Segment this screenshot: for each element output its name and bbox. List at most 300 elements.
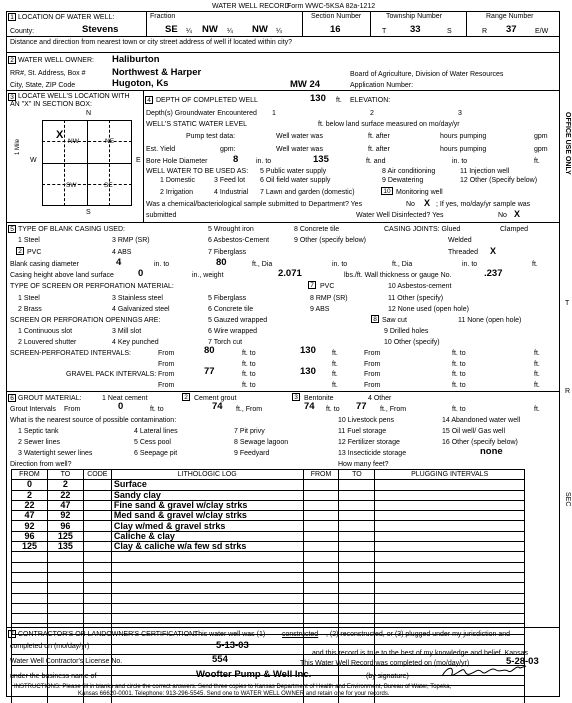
contractor-signature <box>440 662 530 680</box>
plug-from <box>303 614 339 624</box>
casing-height-label: Casing height above land surface <box>10 272 114 279</box>
application-value: MW 24 <box>290 79 321 90</box>
screen-11: 11 Other (specify) <box>388 295 444 302</box>
casing-in-to-3: in. to <box>462 261 478 268</box>
form-title: WATER WELL RECORD <box>212 3 290 10</box>
log-lithology: Med sand & gravel w/clay strks <box>111 511 303 521</box>
cert-text-1: This water well was (1) <box>194 631 266 638</box>
log-lithology: Sandy clay <box>111 490 303 500</box>
log-from <box>12 696 48 703</box>
plug-interval <box>375 552 525 562</box>
log-from <box>12 552 48 562</box>
grout-to-value: 74 <box>212 401 223 412</box>
joints-clamped: Clamped <box>500 226 529 233</box>
contam-9: 9 Feedyard <box>234 450 270 457</box>
log-from: 125 <box>12 542 48 552</box>
groundwater-label: Depth(s) Groundwater Encountered <box>146 110 257 117</box>
section-6-number: 6 <box>8 394 16 402</box>
table-row <box>12 490 525 500</box>
plug-interval <box>375 521 525 531</box>
casing-gauge-value: .237 <box>484 268 503 279</box>
log-code <box>83 603 111 613</box>
log-from: 47 <box>12 511 48 521</box>
screen-6: 6 Concrete tile <box>208 306 254 313</box>
owner-label: WATER WELL OWNER: <box>18 57 94 64</box>
plug-from <box>303 593 339 603</box>
log-from: 0 <box>12 480 48 490</box>
yield-well-water: Well water was <box>276 146 323 153</box>
gp-ft-to: ft. to <box>242 371 256 378</box>
fraction-3: NW <box>252 24 268 35</box>
compass-s: S <box>86 209 91 216</box>
casing-9: 9 Other (specify below) <box>294 237 366 244</box>
table-row <box>12 562 525 572</box>
si-from-2: From <box>364 350 381 357</box>
casing-2-box: 2 <box>16 247 24 255</box>
log-to <box>47 603 83 613</box>
grout-ft-from-2: ft., From <box>380 406 407 413</box>
si-ft-3: ft. <box>332 361 338 368</box>
log-to: 92 <box>47 511 83 521</box>
elevation-label: ELEVATION: <box>350 97 391 104</box>
bore-in-to-2: in. to <box>452 158 468 165</box>
range-ew: E/W <box>535 28 549 35</box>
quarter-mark: ¼ <box>276 28 282 35</box>
quarter-mark: ¼ <box>186 28 192 35</box>
plug-interval <box>375 490 525 500</box>
si-to-value: 130 <box>300 345 316 356</box>
pump-test-label: Pump test data: <box>186 133 236 140</box>
distance-label: Distance and direction from nearest town or city street address of well if located within city? <box>10 39 293 46</box>
plug-to <box>339 542 375 552</box>
bore-ft: ft. <box>534 158 540 165</box>
grout-ft-to-2: ft. to <box>326 406 340 413</box>
si-ft-to-2: ft. to <box>452 350 466 357</box>
plug-interval <box>375 593 525 603</box>
opening-8-label: Saw cut <box>382 317 407 324</box>
gw-2: 2 <box>370 110 374 117</box>
mile-label: 1 Mile <box>15 138 21 155</box>
bact-if-yes: ; If yes, mo/day/yr sample was <box>436 201 531 208</box>
log-to: 135 <box>47 542 83 552</box>
township-t: T <box>382 28 387 35</box>
opening-10: 10 Other (specify) <box>384 339 440 346</box>
log-from: 96 <box>12 531 48 541</box>
log-to: 96 <box>47 521 83 531</box>
log-from <box>12 614 48 624</box>
bact-no: No <box>406 201 415 208</box>
log-lithology <box>111 572 303 582</box>
opening-9: 9 Drilled holes <box>384 328 429 335</box>
si-from-4: From <box>364 361 381 368</box>
gp-from-3: From <box>158 382 175 389</box>
contam-16: 16 Other (specify below) <box>442 439 518 446</box>
log-to: 47 <box>47 500 83 510</box>
casing-in-to: in. to <box>154 261 170 268</box>
log-header-lithologic: LITHOLOGIC LOG <box>111 470 303 480</box>
fraction-2: NW <box>202 24 218 35</box>
grout-ft: ft. <box>534 406 540 413</box>
log-lithology: Clay w/med & gravel strks <box>111 521 303 531</box>
static-level-suffix: ft. below land surface measured on mo/day/yr <box>318 121 460 128</box>
si-ft: ft. <box>332 350 338 357</box>
form-number: Form WWC-5 <box>287 3 330 10</box>
log-header-from: FROM <box>12 470 48 480</box>
plug-to <box>339 593 375 603</box>
gw-3: 3 <box>458 110 462 117</box>
log-lithology <box>111 552 303 562</box>
cert-text-3: and this record is true to the best of my knowledge and belief. Kansas <box>312 650 528 657</box>
contam-12: 12 Fertilizer storage <box>338 439 400 446</box>
casing-3: 3 RMP (SR) <box>112 237 150 244</box>
bore-to-value: 135 <box>313 154 329 165</box>
plug-interval <box>375 511 525 521</box>
use-11: 11 Injection well <box>460 168 510 175</box>
plug-from <box>303 696 339 703</box>
plug-to <box>339 511 375 521</box>
signature-label: (by signature) <box>366 673 409 680</box>
log-to <box>47 696 83 703</box>
screen-4: 4 Galvanized steel <box>112 306 170 313</box>
log-code <box>83 531 111 541</box>
casing-ft-dia-2: ft., Dia <box>392 261 413 268</box>
compass-e: E <box>136 157 141 164</box>
plug-to <box>339 696 375 703</box>
compass-w: W <box>30 157 37 164</box>
disinfected-no-mark: X <box>514 209 521 219</box>
si-from-value: 80 <box>204 345 215 356</box>
use-1: 1 Domestic <box>160 177 196 184</box>
grout-label: GROUT MATERIAL: <box>18 395 82 402</box>
contam-11: 11 Fuel storage <box>338 428 387 435</box>
gw-1: 1 <box>272 110 276 117</box>
record-date-value: 5-28-03 <box>506 656 539 667</box>
plug-from <box>303 603 339 613</box>
casing-to-value: 80 <box>216 257 227 268</box>
casing-ft-dia: ft., Dia <box>252 261 273 268</box>
bore-value: 8 <box>233 154 239 165</box>
county-label: County: <box>10 28 35 35</box>
plug-to <box>339 583 375 593</box>
log-to: 22 <box>47 490 83 500</box>
plug-interval <box>375 614 525 624</box>
gp-from-value: 77 <box>204 366 215 377</box>
plug-from <box>303 542 339 552</box>
log-from: 92 <box>12 521 48 531</box>
log-code <box>83 572 111 582</box>
opening-2: 2 Louvered shutter <box>18 339 77 346</box>
gp-ft-3: ft. <box>332 382 338 389</box>
screen-2: 2 Brass <box>18 306 42 313</box>
screen-3: 3 Stainless steel <box>112 295 163 302</box>
log-code <box>83 521 111 531</box>
bact-no-mark: X <box>424 198 431 208</box>
contam-5: 5 Cess pool <box>134 439 171 446</box>
bore-ft-and: ft. and <box>366 158 386 165</box>
use-9: 9 Dewatering <box>382 177 424 184</box>
screen-9: 9 ABS <box>310 306 330 313</box>
log-lithology <box>111 583 303 593</box>
quarter-mark: ¼ <box>227 28 233 35</box>
depth-value: 130 <box>310 93 326 104</box>
plug-from <box>303 500 339 510</box>
grout-from-value: 0 <box>118 401 124 412</box>
plug-interval <box>375 696 525 703</box>
screen-10: 10 Asbestos-cement <box>388 283 452 290</box>
disinfected-no: No <box>498 212 507 219</box>
log-to: 2 <box>47 480 83 490</box>
table-row <box>12 572 525 582</box>
plug-interval <box>375 480 525 490</box>
plug-interval <box>375 500 525 510</box>
section-number-label: Section Number <box>311 13 362 20</box>
license-label: Water Well Contractor's License No. <box>10 658 123 665</box>
log-to <box>47 583 83 593</box>
locate-label-1: LOCATE WELL'S LOCATION WITH <box>18 93 130 100</box>
pump-hours: hours pumping <box>440 133 487 140</box>
grout-ft-to-3: ft. to <box>452 406 466 413</box>
casing-4: 4 ABS <box>112 249 132 256</box>
section-1-number: 1 <box>8 13 16 21</box>
log-lithology <box>111 655 303 665</box>
cert-text-4: This Water Well Record was completed on (mo/day/yr) <box>300 660 470 667</box>
grout-2-label: Cement grout <box>194 395 237 402</box>
yield-after: ft. after <box>368 146 390 153</box>
screen-5: 5 Fiberglass <box>208 295 247 302</box>
table-row <box>12 511 525 521</box>
county-value: Stevens <box>82 24 119 35</box>
table-row <box>12 552 525 562</box>
log-header-plugging: PLUGGING INTERVALS <box>375 470 525 480</box>
completed-label: completed on (mo/day/yr) <box>10 643 90 650</box>
log-lithology: Clay & caliche w/a few sd strks <box>111 542 303 552</box>
si-ft-2: ft. <box>534 350 540 357</box>
use-12: 12 Other (Specify below) <box>460 177 538 184</box>
log-code <box>83 511 111 521</box>
table-row <box>12 480 525 490</box>
board-label: Board of Agriculture, Division of Water Resources <box>350 71 504 78</box>
log-to <box>47 572 83 582</box>
contam-1: 1 Septic tank <box>18 428 59 435</box>
table-row <box>12 500 525 510</box>
use-5: 5 Public water supply <box>260 168 327 175</box>
grout-ft-from: ft., From <box>236 406 263 413</box>
plug-from <box>303 552 339 562</box>
contam-3: 3 Watertight sewer lines <box>18 450 93 457</box>
office-r: R <box>565 388 571 395</box>
casing-8: 8 Concrete tile <box>294 226 340 233</box>
grout-2-box: 2 <box>182 393 190 401</box>
plug-to <box>339 614 375 624</box>
opening-7: 7 Torch cut <box>208 339 243 346</box>
si-ft-to-3: ft. to <box>242 361 256 368</box>
fraction-1: SE <box>165 24 178 35</box>
table-row <box>12 696 525 703</box>
township-value: 33 <box>410 24 421 35</box>
contam-15: 15 Oil well/ Gas well <box>442 428 506 435</box>
grout-intervals-label: Grout Intervals <box>10 406 56 413</box>
quadrant-se: SE <box>104 182 113 189</box>
screen-7-label: PVC <box>320 283 335 290</box>
plug-from <box>303 583 339 593</box>
contam-10: 10 Livestock pens <box>338 417 395 424</box>
gp-ft-to-4: ft. to <box>452 382 466 389</box>
yield-gpm-2: gpm <box>534 146 548 153</box>
license-value: 554 <box>212 654 228 665</box>
log-to <box>47 593 83 603</box>
contam-2: 2 Sewer lines <box>18 439 61 446</box>
si-from-3: From <box>158 361 175 368</box>
contam-14: 14 Abandoned water well <box>442 417 521 424</box>
use-8: 8 Air conditioning <box>382 168 436 175</box>
si-ft-to: ft. to <box>242 350 256 357</box>
log-lithology: Caliche & clay <box>111 531 303 541</box>
yield-hours: hours pumping <box>440 146 487 153</box>
contam-4: 4 Lateral lines <box>134 428 178 435</box>
gp-ft-to-3: ft. to <box>242 382 256 389</box>
application-label: Application Number: <box>350 82 414 89</box>
casing-weight-label: in., weight <box>192 272 224 279</box>
range-r: R <box>482 28 488 35</box>
screen-12: 12 None used (open hole) <box>388 306 469 313</box>
casing-7: 7 Fiberglass <box>208 249 247 256</box>
plug-to <box>339 490 375 500</box>
city-value: Hugoton, Ks <box>112 78 169 89</box>
office-use-label: OFFICE USE ONLY <box>564 112 571 175</box>
log-code <box>83 696 111 703</box>
table-row <box>12 614 525 624</box>
log-lithology <box>111 593 303 603</box>
grout-3-box: 3 <box>292 393 300 401</box>
use-10-box: 10 <box>381 187 393 195</box>
opening-1: 1 Continuous slot <box>18 328 73 335</box>
fraction-label: Fraction <box>150 13 176 20</box>
log-lithology <box>111 562 303 572</box>
plug-to <box>339 572 375 582</box>
range-value: 37 <box>506 24 517 35</box>
log-lithology <box>111 603 303 613</box>
log-lithology: Fine sand & gravel w/clay strks <box>111 500 303 510</box>
grout-from-value-2: 74 <box>304 401 315 412</box>
table-row <box>12 531 525 541</box>
section-5-number: 5 <box>8 225 16 233</box>
depth-label: DEPTH OF COMPLETED WELL <box>156 97 258 104</box>
section-3-number: 3 <box>8 93 16 101</box>
township-label: Township Number <box>386 13 443 20</box>
plug-to <box>339 521 375 531</box>
log-from <box>12 572 48 582</box>
screen-intervals-label: SCREEN-PERFORATED INTERVALS: <box>10 350 131 357</box>
gp-ft-4: ft. <box>534 382 540 389</box>
casing-height-value: 0 <box>138 268 144 279</box>
office-t: T <box>565 300 570 307</box>
city-label: City, State, ZIP Code <box>10 82 76 89</box>
contam-6: 6 Seepage pit <box>134 450 178 457</box>
log-header-from-2: FROM <box>303 470 339 480</box>
table-row <box>12 521 525 531</box>
use-label: WELL WATER TO BE USED AS: <box>146 168 249 175</box>
grout-4: 4 Other <box>368 395 392 402</box>
section-4-number: 4 <box>145 96 153 104</box>
section-number-value: 16 <box>330 24 341 35</box>
pump-well-water: Well water was <box>276 133 323 140</box>
section-7-number: 7 <box>8 630 16 638</box>
disinfected-label: Water Well Disinfected? Yes <box>356 212 444 219</box>
casing-1: 1 Steel <box>18 237 40 244</box>
office-sec: SEC <box>564 492 571 507</box>
plug-interval <box>375 583 525 593</box>
use-4: 4 Industrial <box>214 189 249 196</box>
cert-text-2: , (2) reconstructed, or (3) plugged under my jurisdiction and <box>326 631 511 638</box>
joints-welded: Welded <box>448 237 472 244</box>
log-code <box>83 542 111 552</box>
cert-constructed: constructed <box>282 631 319 638</box>
ksa-ref: KSA 82a-1212 <box>330 3 376 10</box>
bact-submitted: submitted <box>146 212 177 219</box>
contam-7: 7 Pit privy <box>234 428 265 435</box>
opening-8-box: 8 <box>371 315 379 323</box>
log-header-to-2: TO <box>339 470 375 480</box>
range-label: Range Number <box>486 13 534 20</box>
log-to <box>47 562 83 572</box>
plug-from <box>303 531 339 541</box>
grout-from: From <box>64 406 81 413</box>
plug-to <box>339 531 375 541</box>
screen-1: 1 Steel <box>18 295 40 302</box>
gp-from: From <box>158 371 175 378</box>
bore-label: Bore Hole Diameter <box>146 158 208 165</box>
table-row <box>12 603 525 613</box>
log-code <box>83 614 111 624</box>
township-s: S <box>447 28 452 35</box>
log-from: 2 <box>12 490 48 500</box>
quadrant-nw: NW <box>68 138 79 145</box>
casing-diameter-label: Blank casing diameter <box>10 261 79 268</box>
casing-5: 5 Wrought iron <box>208 226 254 233</box>
si-from: From <box>158 350 175 357</box>
log-from <box>12 562 48 572</box>
yield-label: Est. Yield <box>146 146 176 153</box>
casing-joints-label: CASING JOINTS: Glued <box>384 226 461 233</box>
use-2: 2 Irrigation <box>160 189 194 196</box>
contamination-label: What is the nearest source of possible contamination: <box>10 417 177 424</box>
log-lithology <box>111 645 303 655</box>
log-code <box>83 480 111 490</box>
gp-from-2: From <box>364 371 381 378</box>
plug-interval <box>375 603 525 613</box>
address-value: Northwest & Harper <box>112 67 202 78</box>
bact-label: Was a chemical/bacteriological sample submitted to Department? Yes <box>146 201 363 208</box>
plug-interval <box>375 531 525 541</box>
log-to <box>47 614 83 624</box>
gravel-pack-label: GRAVEL PACK INTERVALS: <box>66 371 157 378</box>
plug-from <box>303 490 339 500</box>
depth-ft: ft. <box>336 97 342 104</box>
gp-ft: ft. <box>332 371 338 378</box>
log-code <box>83 552 111 562</box>
plug-to <box>339 562 375 572</box>
gp-to-value: 130 <box>300 366 316 377</box>
log-header-to: TO <box>47 470 83 480</box>
casing-gauge-label: lbs./ft. Wall thickness or gauge No. <box>344 272 452 279</box>
compass-n: N <box>86 110 92 117</box>
table-row <box>12 593 525 603</box>
instructions-line-1: INSTRUCTIONS: Please fill in blanks and circle the correct answers. Send three copies to Kansas Department of Health and Environment, Bureau of Water, Topeka, <box>14 684 452 690</box>
opening-4: 4 Key punched <box>112 339 159 346</box>
gp-ft-2: ft. <box>534 371 540 378</box>
casing-2-label: PVC <box>27 249 42 256</box>
log-lithology <box>111 614 303 624</box>
